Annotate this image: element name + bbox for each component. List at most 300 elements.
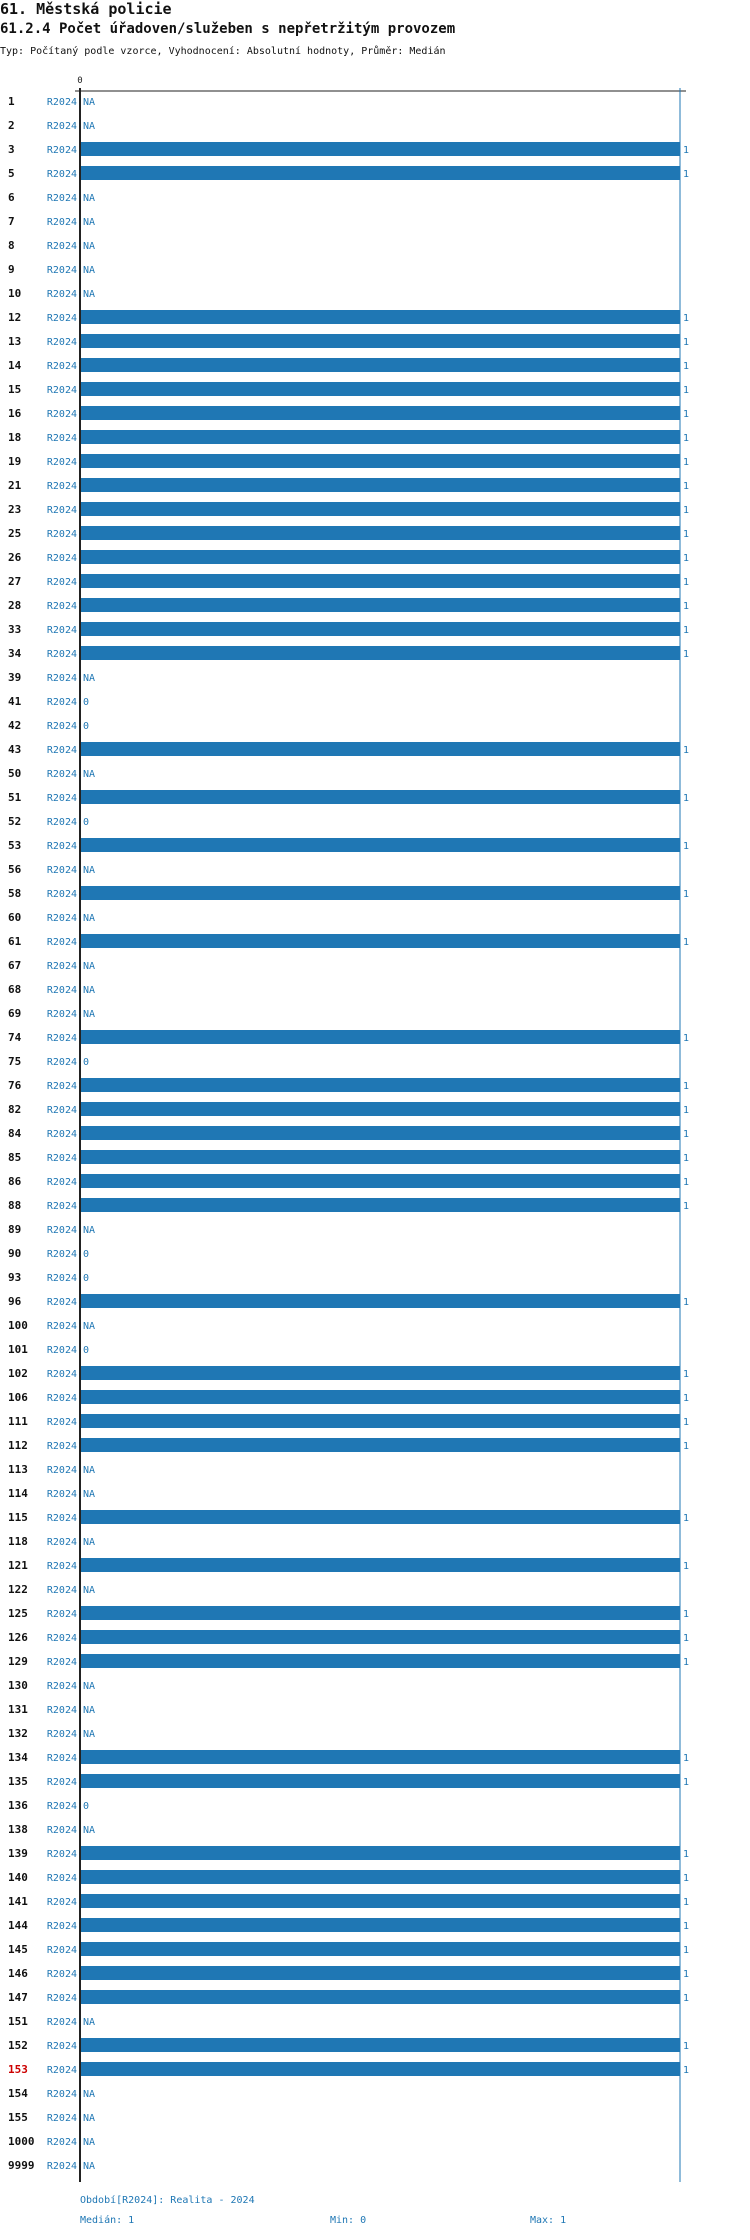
row-label: 146 <box>8 1967 28 1980</box>
series-label: R2024 <box>46 241 77 252</box>
series-label: R2024 <box>46 1201 77 1212</box>
series-label: R2024 <box>46 457 77 468</box>
na-label: NA <box>83 1225 96 1236</box>
value-label: 0 <box>83 817 90 828</box>
series-label: R2024 <box>46 1225 77 1236</box>
section-title: 61. Městská policie <box>0 0 172 18</box>
value-label: 1 <box>683 889 690 900</box>
bar <box>81 1870 680 1884</box>
value-label: 1 <box>683 1873 690 1884</box>
series-label: R2024 <box>46 1417 77 1428</box>
series-label: R2024 <box>46 1657 77 1668</box>
value-label: 1 <box>683 433 690 444</box>
row-label: 132 <box>8 1727 28 1740</box>
value-label: 1 <box>683 1153 690 1164</box>
series-label: R2024 <box>46 1585 77 1596</box>
bar <box>81 454 680 468</box>
series-label: R2024 <box>46 169 77 180</box>
na-label: NA <box>83 97 96 108</box>
value-label: 1 <box>683 1033 690 1044</box>
value-label: 1 <box>683 2065 690 2076</box>
value-label: 1 <box>683 553 690 564</box>
na-label: NA <box>83 769 96 780</box>
bar <box>81 478 680 492</box>
row-label: 25 <box>8 527 22 540</box>
bar <box>81 310 680 324</box>
bar <box>81 838 680 852</box>
bar <box>81 1558 680 1572</box>
bar <box>81 1294 680 1308</box>
bar <box>81 1510 680 1524</box>
row-label: 34 <box>8 647 22 660</box>
value-label: 1 <box>683 1633 690 1644</box>
value-label: 1 <box>683 1969 690 1980</box>
series-label: R2024 <box>46 1537 77 1548</box>
row-label: 145 <box>8 1943 28 1956</box>
series-label: R2024 <box>46 1561 77 1572</box>
row-label: 61 <box>8 935 22 948</box>
series-label: R2024 <box>46 289 77 300</box>
row-label: 12 <box>8 311 22 324</box>
row-label: 5 <box>8 167 15 180</box>
na-label: NA <box>83 1489 96 1500</box>
value-label: 1 <box>683 841 690 852</box>
value-label: 1 <box>683 745 690 756</box>
bar <box>81 2038 680 2052</box>
series-label: R2024 <box>46 1849 77 1860</box>
na-label: NA <box>83 2113 96 2124</box>
row-label: 152 <box>8 2039 28 2052</box>
series-label: R2024 <box>46 217 77 228</box>
row-label: 140 <box>8 1871 28 1884</box>
row-label: 26 <box>8 551 22 564</box>
series-label: R2024 <box>46 865 77 876</box>
row-label: 51 <box>8 791 22 804</box>
value-label: 1 <box>683 1201 690 1212</box>
series-label: R2024 <box>46 817 77 828</box>
value-label: 0 <box>83 1273 90 1284</box>
row-label: 154 <box>8 2087 28 2100</box>
row-label: 90 <box>8 1247 22 1260</box>
value-label: 1 <box>683 1297 690 1308</box>
value-label: 1 <box>683 457 690 468</box>
series-label: R2024 <box>46 1369 77 1380</box>
row-label: 23 <box>8 503 22 516</box>
row-label: 33 <box>8 623 22 636</box>
na-label: NA <box>83 121 96 132</box>
row-label: 16 <box>8 407 22 420</box>
value-label: 0 <box>83 1801 90 1812</box>
row-label: 130 <box>8 1679 28 1692</box>
value-label: 0 <box>83 1249 90 1260</box>
value-label: 1 <box>683 1177 690 1188</box>
row-label: 121 <box>8 1559 28 1572</box>
series-label: R2024 <box>46 409 77 420</box>
series-label: R2024 <box>46 1993 77 2004</box>
value-label: 1 <box>683 1609 690 1620</box>
na-label: NA <box>83 2089 96 2100</box>
row-label: 75 <box>8 1055 22 1068</box>
row-label: 101 <box>8 1343 28 1356</box>
row-label: 56 <box>8 863 22 876</box>
row-label: 53 <box>8 839 22 852</box>
series-label: R2024 <box>46 1489 77 1500</box>
bar <box>81 1966 680 1980</box>
bar <box>81 406 680 420</box>
min-label: Min: 0 <box>330 2215 367 2226</box>
row-label: 43 <box>8 743 22 756</box>
value-label: 1 <box>683 1369 690 1380</box>
row-label: 144 <box>8 1919 28 1932</box>
series-label: R2024 <box>46 1177 77 1188</box>
value-label: 1 <box>683 1441 690 1452</box>
row-label: 118 <box>8 1535 28 1548</box>
bar <box>81 1918 680 1932</box>
row-label: 112 <box>8 1439 28 1452</box>
value-label: 1 <box>683 793 690 804</box>
series-label: R2024 <box>46 625 77 636</box>
series-label: R2024 <box>46 481 77 492</box>
bar <box>81 502 680 516</box>
value-label: 1 <box>683 337 690 348</box>
row-label: 96 <box>8 1295 22 1308</box>
bar <box>81 382 680 396</box>
value-label: 1 <box>683 529 690 540</box>
series-label: R2024 <box>46 1441 77 1452</box>
row-label: 155 <box>8 2111 28 2124</box>
row-label: 100 <box>8 1319 28 1332</box>
series-label: R2024 <box>46 769 77 780</box>
bar <box>81 1942 680 1956</box>
row-label: 60 <box>8 911 22 924</box>
max-label: Max: 1 <box>530 2215 567 2226</box>
series-label: R2024 <box>46 1705 77 1716</box>
value-label: 1 <box>683 1753 690 1764</box>
series-label: R2024 <box>46 1129 77 1140</box>
row-label: 41 <box>8 695 22 708</box>
value-label: 1 <box>683 577 690 588</box>
series-label: R2024 <box>46 721 77 732</box>
bar <box>81 1390 680 1404</box>
na-label: NA <box>83 289 96 300</box>
value-label: 0 <box>83 1345 90 1356</box>
series-label: R2024 <box>46 2017 77 2028</box>
value-label: 1 <box>683 1897 690 1908</box>
value-label: 0 <box>83 697 90 708</box>
bar <box>81 1894 680 1908</box>
series-label: R2024 <box>46 1249 77 1260</box>
row-label: 14 <box>8 359 22 372</box>
value-label: 1 <box>683 505 690 516</box>
value-label: 1 <box>683 361 690 372</box>
row-label: 21 <box>8 479 22 492</box>
value-label: 1 <box>683 1129 690 1140</box>
median-label: Medián: 1 <box>80 2215 135 2226</box>
value-label: 1 <box>683 1945 690 1956</box>
value-label: 1 <box>683 1561 690 1572</box>
series-label: R2024 <box>46 961 77 972</box>
bar <box>81 166 680 180</box>
row-label: 74 <box>8 1031 22 1044</box>
value-label: 1 <box>683 481 690 492</box>
row-label: 82 <box>8 1103 22 1116</box>
series-label: R2024 <box>46 337 77 348</box>
na-label: NA <box>83 2137 96 2148</box>
na-label: NA <box>83 2161 96 2172</box>
bar <box>81 1126 680 1140</box>
row-label: 129 <box>8 1655 28 1668</box>
value-label: 1 <box>683 1105 690 1116</box>
series-label: R2024 <box>46 1297 77 1308</box>
row-label: 147 <box>8 1991 28 2004</box>
series-label: R2024 <box>46 649 77 660</box>
row-label: 28 <box>8 599 22 612</box>
row-label: 50 <box>8 767 22 780</box>
indicator-title: 61.2.4 Počet úřadoven/služeben s nepřetržitým provozem <box>0 21 456 37</box>
value-label: 0 <box>83 721 90 732</box>
row-label: 151 <box>8 2015 28 2028</box>
series-label: R2024 <box>46 1465 77 1476</box>
row-label: 58 <box>8 887 22 900</box>
na-label: NA <box>83 241 96 252</box>
row-label: 102 <box>8 1367 28 1380</box>
row-label: 42 <box>8 719 22 732</box>
series-label: R2024 <box>46 1513 77 1524</box>
na-label: NA <box>83 2017 96 2028</box>
na-label: NA <box>83 217 96 228</box>
series-label: R2024 <box>46 937 77 948</box>
row-label: 93 <box>8 1271 22 1284</box>
indicator-subtitle: Typ: Počítaný podle vzorce, Vyhodnocení: Absolutní hodnoty, Průměr: Medián <box>0 46 446 57</box>
row-label: 88 <box>8 1199 22 1212</box>
value-label: 1 <box>683 601 690 612</box>
bar <box>81 1198 680 1212</box>
series-label: R2024 <box>46 913 77 924</box>
period-label: Období[R2024]: Realita - 2024 <box>80 2195 255 2206</box>
series-label: R2024 <box>46 2089 77 2100</box>
series-label: R2024 <box>46 577 77 588</box>
series-label: R2024 <box>46 505 77 516</box>
value-label: 1 <box>683 385 690 396</box>
row-label: 13 <box>8 335 22 348</box>
row-label: 134 <box>8 1751 28 1764</box>
row-label: 6 <box>8 191 15 204</box>
series-label: R2024 <box>46 1825 77 1836</box>
bar <box>81 742 680 756</box>
row-label: 19 <box>8 455 22 468</box>
value-label: 1 <box>683 1393 690 1404</box>
value-label: 1 <box>683 145 690 156</box>
row-label: 68 <box>8 983 22 996</box>
row-label: 89 <box>8 1223 22 1236</box>
series-label: R2024 <box>46 697 77 708</box>
bar <box>81 1774 680 1788</box>
row-label: 9999 <box>8 2159 35 2172</box>
bar <box>81 1366 680 1380</box>
bar <box>81 646 680 660</box>
bar <box>81 1990 680 2004</box>
row-label: 136 <box>8 1799 28 1812</box>
value-label: 1 <box>683 2041 690 2052</box>
bar <box>81 886 680 900</box>
row-label: 86 <box>8 1175 22 1188</box>
row-label: 8 <box>8 239 15 252</box>
series-label: R2024 <box>46 2161 77 2172</box>
row-label: 138 <box>8 1823 28 1836</box>
bar <box>81 1606 680 1620</box>
na-label: NA <box>83 193 96 204</box>
value-label: 0 <box>83 1057 90 1068</box>
value-label: 1 <box>683 1849 690 1860</box>
row-label: 2 <box>8 119 15 132</box>
bar <box>81 934 680 948</box>
row-label: 52 <box>8 815 22 828</box>
bar <box>81 142 680 156</box>
row-label: 67 <box>8 959 22 972</box>
series-label: R2024 <box>46 673 77 684</box>
row-label: 1000 <box>8 2135 35 2148</box>
na-label: NA <box>83 865 96 876</box>
row-label: 139 <box>8 1847 28 1860</box>
series-label: R2024 <box>46 2065 77 2076</box>
bar <box>81 1150 680 1164</box>
bar <box>81 1102 680 1116</box>
bar <box>81 1438 680 1452</box>
value-label: 1 <box>683 169 690 180</box>
row-label: 10 <box>8 287 22 300</box>
value-label: 1 <box>683 625 690 636</box>
na-label: NA <box>83 913 96 924</box>
value-label: 1 <box>683 937 690 948</box>
bar <box>81 2062 680 2076</box>
bar <box>81 334 680 348</box>
series-label: R2024 <box>46 1345 77 1356</box>
na-label: NA <box>83 1537 96 1548</box>
row-label: 111 <box>8 1415 28 1428</box>
series-label: R2024 <box>46 841 77 852</box>
series-label: R2024 <box>46 1897 77 1908</box>
x-tick-label: 0 <box>77 76 83 86</box>
row-label: 39 <box>8 671 22 684</box>
series-label: R2024 <box>46 193 77 204</box>
value-label: 1 <box>683 1777 690 1788</box>
value-label: 1 <box>683 1513 690 1524</box>
bar <box>81 1750 680 1764</box>
row-label: 106 <box>8 1391 28 1404</box>
series-label: R2024 <box>46 985 77 996</box>
na-label: NA <box>83 1681 96 1692</box>
bar <box>81 1846 680 1860</box>
series-label: R2024 <box>46 121 77 132</box>
row-label: 7 <box>8 215 15 228</box>
bar <box>81 598 680 612</box>
na-label: NA <box>83 961 96 972</box>
series-label: R2024 <box>46 1777 77 1788</box>
value-label: 1 <box>683 1921 690 1932</box>
row-label: 9 <box>8 263 15 276</box>
series-label: R2024 <box>46 1009 77 1020</box>
row-label: 85 <box>8 1151 22 1164</box>
series-label: R2024 <box>46 1921 77 1932</box>
value-label: 1 <box>683 1417 690 1428</box>
value-label: 1 <box>683 649 690 660</box>
row-label: 3 <box>8 143 15 156</box>
bar <box>81 1630 680 1644</box>
bar <box>81 550 680 564</box>
series-label: R2024 <box>46 2041 77 2052</box>
series-label: R2024 <box>46 2113 77 2124</box>
series-label: R2024 <box>46 97 77 108</box>
row-label: 135 <box>8 1775 28 1788</box>
bar <box>81 1654 680 1668</box>
series-label: R2024 <box>46 1681 77 1692</box>
row-label: 125 <box>8 1607 28 1620</box>
na-label: NA <box>83 673 96 684</box>
series-label: R2024 <box>46 1105 77 1116</box>
bar <box>81 1030 680 1044</box>
na-label: NA <box>83 1825 96 1836</box>
bar <box>81 430 680 444</box>
series-label: R2024 <box>46 1153 77 1164</box>
row-label: 18 <box>8 431 22 444</box>
na-label: NA <box>83 985 96 996</box>
series-label: R2024 <box>46 1393 77 1404</box>
row-label: 126 <box>8 1631 28 1644</box>
series-label: R2024 <box>46 2137 77 2148</box>
row-label: 141 <box>8 1895 28 1908</box>
series-label: R2024 <box>46 361 77 372</box>
na-label: NA <box>83 1585 96 1596</box>
na-label: NA <box>83 1009 96 1020</box>
na-label: NA <box>83 1465 96 1476</box>
na-label: NA <box>83 1321 96 1332</box>
series-label: R2024 <box>46 1873 77 1884</box>
series-label: R2024 <box>46 1609 77 1620</box>
series-label: R2024 <box>46 1321 77 1332</box>
row-label: 153 <box>8 2063 28 2076</box>
series-label: R2024 <box>46 793 77 804</box>
series-label: R2024 <box>46 145 77 156</box>
bar <box>81 526 680 540</box>
value-label: 1 <box>683 1081 690 1092</box>
series-label: R2024 <box>46 529 77 540</box>
bar <box>81 1174 680 1188</box>
series-label: R2024 <box>46 1753 77 1764</box>
series-label: R2024 <box>46 553 77 564</box>
value-label: 1 <box>683 1657 690 1668</box>
row-label: 27 <box>8 575 22 588</box>
row-label: 114 <box>8 1487 28 1500</box>
row-label: 113 <box>8 1463 28 1476</box>
series-label: R2024 <box>46 1945 77 1956</box>
bar <box>81 1078 680 1092</box>
row-label: 115 <box>8 1511 28 1524</box>
row-label: 15 <box>8 383 22 396</box>
series-label: R2024 <box>46 313 77 324</box>
series-label: R2024 <box>46 1273 77 1284</box>
series-label: R2024 <box>46 1033 77 1044</box>
value-label: 1 <box>683 313 690 324</box>
series-label: R2024 <box>46 433 77 444</box>
series-label: R2024 <box>46 1801 77 1812</box>
series-label: R2024 <box>46 1729 77 1740</box>
series-label: R2024 <box>46 745 77 756</box>
row-label: 69 <box>8 1007 22 1020</box>
value-label: 1 <box>683 409 690 420</box>
series-label: R2024 <box>46 1633 77 1644</box>
series-label: R2024 <box>46 385 77 396</box>
series-label: R2024 <box>46 1057 77 1068</box>
